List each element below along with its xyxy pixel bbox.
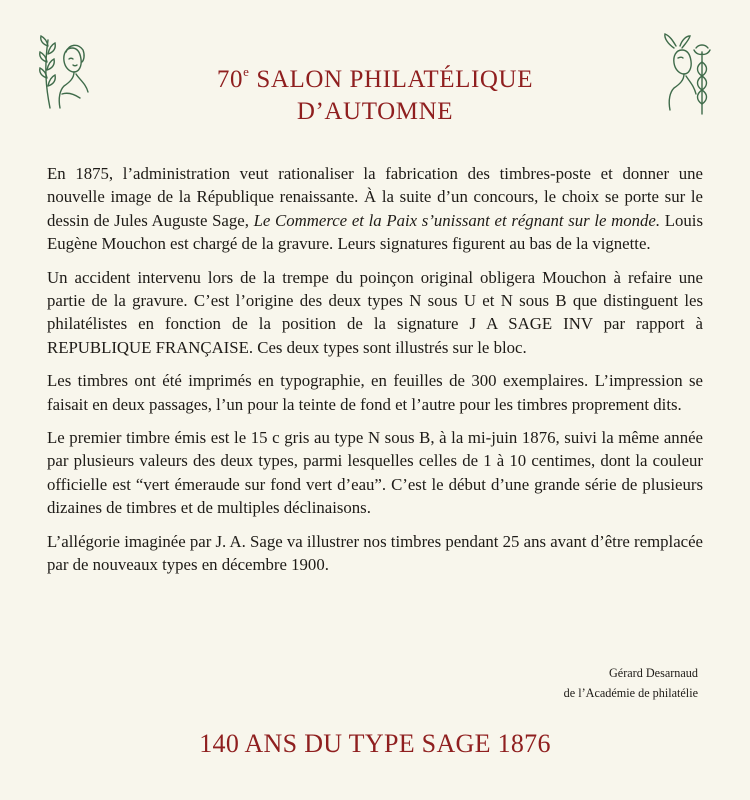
title-ordinal: 70 [216,66,244,93]
author-name: Gérard Desarnaud [609,666,698,680]
article-body [47,162,703,587]
page-title [0,56,750,128]
paragraph-3: Les timbres ont été imprimés en typographie, en feuilles de 300 exemplaires. L’impression se faisait en deux passages, l’un pour la teinte de fond et l’autre pour les timbres proprement dits. [47,371,703,414]
author-affiliation: de l’Académie de philatélie [563,686,698,700]
paragraph-1 [47,162,703,256]
signature-block [398,663,698,703]
paragraph-2: Un accident intervenu lors de la trempe du poinçon original obligera Mouchon à refaire une partie de la gravure. C’est l’origine des deux types N sous U et N sous B que distinguent les philatélistes en fonction de la position de la signature J A SAGE INV par rapport à REPUBLIQUE FRANÇAISE. Ces deux types sont illustrés sur le bloc. [47,267,703,357]
title-line-1 [0,56,750,96]
paragraph-1-end: Louis Eugène Mouchon est chargé de la gravure. Leurs signatures figurent au bas de la vignette. [47,210,704,254]
footer-title: 140 ANS DU TYPE SAGE 1876 [199,729,551,758]
paragraph-5: L’allégorie imaginée par J. A. Sage va illustrer nos timbres pendant 25 ans avant d’être remplacée par de nouveaux types en décembre 1900. [47,531,703,575]
paragraph-4: Le premier timbre émis est le 15 c gris au type N sous B, à la mi-juin 1876, suivi la même année par plusieurs valeurs des deux types, parmi lesquelles celles de 1 à 10 centimes, dont la couleur officielle est “vert émeraude sur fond vert d’eau”. C’est le début d’une grande série de plusieurs dizaines de timbres et de multiples déclinaisons. [47,428,703,518]
title-line-1-text: SALON PHILATÉLIQUE [249,66,534,93]
paragraph-1-italic-title: Le Commerce et la Paix s’unissant et régnant sur le monde. [253,210,661,230]
paragraph-1-start: En 1875, l’administration veut rationaliser la fabrication des timbres-poste et donner une nouvelle image de la République renaissante. À la suite d’un concours, le choix se porte sur le dessin de Jules Auguste Sage, [47,164,703,230]
title-line-2: D’AUTOMNE [296,98,454,125]
title-ordinal-suffix: e [243,64,250,79]
